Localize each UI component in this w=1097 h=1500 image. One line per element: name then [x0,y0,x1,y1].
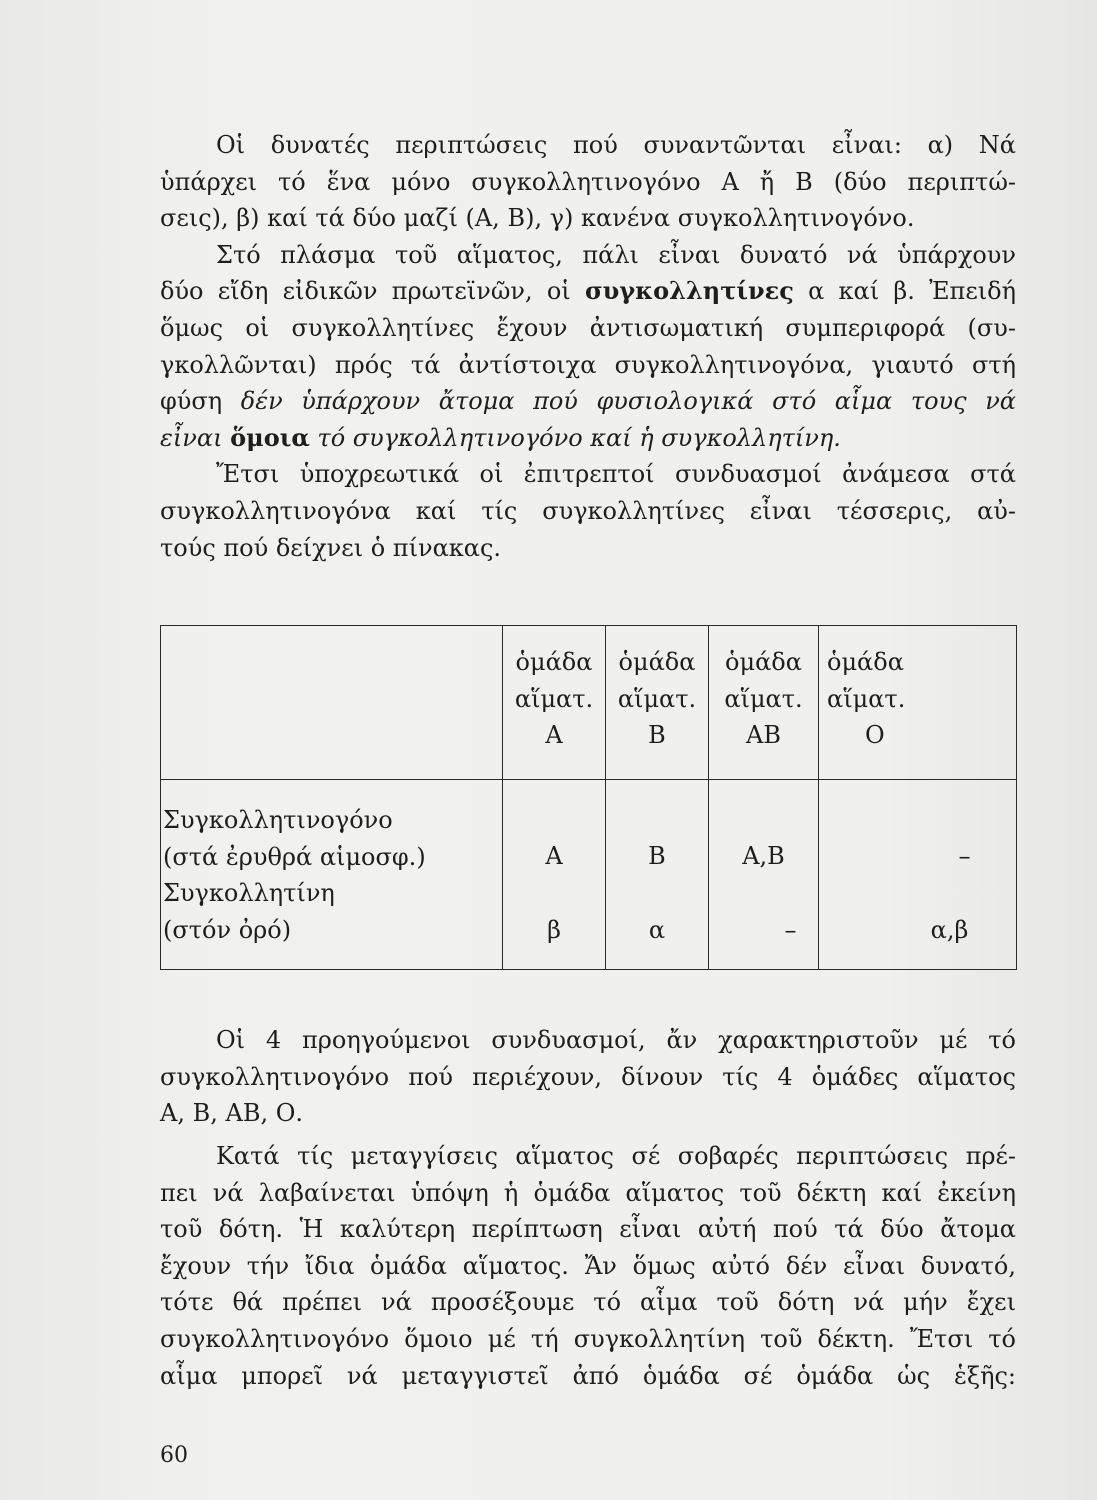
group-label: Β [648,721,666,750]
text-line: Οἱ 4 προηγούμενοι συνδυασμοί, ἄν χαρακτηριστοῦν μέ τό [216,1026,1016,1054]
header-text: αἵματ. [827,684,906,713]
agglutinin-value: – [784,916,797,944]
italic-run: δέν ὑπάρχουν ἄτομα πού φυσιολογικά στό αἷμα τους νά [240,387,1016,416]
text-line: Στό πλάσμα τοῦ αἵματος, πάλι εἶναι δυνατό νά ὑπάρχουν [216,240,1016,269]
text-line: συγκολλητινογόνα καί τίς συγκολλητίνες εἶναι τέσσερις, αὐ- [160,496,1016,525]
text-line: σεις), β) καί τά δύο μαζί (Α, Β), γ) κανένα συγκολλητινογόνο. [160,204,915,233]
header-text: ὁμάδα [515,648,593,676]
page-number: 60 [160,1443,188,1468]
row-label: Συγκολλητίνη [163,879,335,908]
header-text: αἵματ. [514,684,594,713]
group-label: Α [545,721,563,750]
italic-run: τό συγκολλητινογόνο καί ἡ συγκολλητίνη. [309,423,841,452]
text-line: Α, Β, ΑΒ, Ο. [160,1099,304,1128]
agglutinogen-value: Α,Β [742,842,785,870]
value-cell-group-o [819,780,1017,970]
bottom-text-block [160,1022,1016,1132]
text-line: αἷμα μπορεῖ νά μεταγγιστεῖ ἀπό ὁμάδα σέ ὁμάδα ὡς ἑξῆς: [160,1361,1016,1390]
row-label: (στόν ὀρό) [163,915,292,944]
agglutinogen-value: – [958,842,971,870]
table-header-row [161,626,1017,780]
bold-term: συγκολλητίνες [584,276,794,306]
text-line: τοῦ δότη. Ἡ καλύτερη περίπτωση εἶναι αὐτή πού τά δύο ἄτομα [160,1215,1016,1244]
group-label: Ο [865,721,885,750]
text-run: φύση [160,387,241,416]
row-labels-cell [161,780,503,970]
header-text: αἵματ. [724,684,803,713]
header-cell-group-o [819,626,1017,780]
italic-run: εἶναι [160,423,231,452]
value-cell-group-a [503,780,606,970]
header-text: ὁμάδα [725,648,802,676]
text-run: δύο εἴδη εἰδικῶν πρωτεϊνῶν, οἱ [160,277,585,306]
agglutinin-value: α,β [930,916,969,944]
value-cell-group-b [606,780,709,970]
header-cell-group-ab [709,626,819,780]
text-line: ὅμως οἱ συγκολλητίνες ἔχουν ἀντισωματική συμπεριφορά (συ- [160,313,1016,342]
text-line [160,273,1016,310]
bottom-text-block-2 [160,1138,1016,1394]
text-line [160,420,1016,457]
header-cell-group-b [606,626,709,780]
agglutinogen-value: Β [648,842,666,870]
row-label: Συγκολλητινογόνο [163,806,393,834]
blood-group-table [160,625,1017,970]
text-line [160,383,1016,420]
text-line: Οἱ δυνατές περιπτώσεις πού συναντῶνται εἶναι: α) Νά [216,131,1016,159]
text-line: πει νά λαβαίνεται ὑπόψη ἡ ὁμάδα αἵματος τοῦ δέκτη καί ἐκείνη [160,1178,1016,1207]
header-text: ὁμάδα [827,648,904,676]
text-line: τότε θά πρέπει νά προσέξουμε τό αἷμα τοῦ δότη νά μήν ἔχει [160,1288,1016,1317]
row-label: (στά ἐρυθρά αἱμοσφ.) [163,842,426,871]
group-label: ΑΒ [746,721,781,750]
text-line: τούς πού δείχνει ὁ πίνακας. [160,533,502,562]
table-body-row [161,780,1017,970]
agglutinin-value: α [648,916,666,944]
text-line: Ἔτσι ὑποχρεωτικά οἱ ἐπιτρεπτοί συνδυασμοί ἀνάμεσα στά [216,460,1016,489]
top-text-block [160,127,1016,566]
bold-term: ὅμοια [230,422,310,452]
text-line: γκολλῶνται) πρός τά ἀντίστοιχα συγκολλητινογόνα, γιαυτό στή [160,350,1016,379]
header-text: αἵματ. [617,684,697,713]
table-corner-cell [161,626,503,780]
text-line: συγκολλητινογόνο ὅμοιο μέ τή συγκολλητίνη τοῦ δέκτη. Ἔτσι τό [160,1324,1016,1353]
text-line: Κατά τίς μεταγγίσεις αἵματος σέ σοβαρές περιπτώσεις πρέ- [216,1142,1016,1170]
text-line: συγκολλητινογόνο πού περιέχουν, δίνουν τίς 4 ὁμάδες αἵματος [160,1062,1016,1091]
value-cell-group-ab [709,780,819,970]
text-line: ὑπάρχει τό ἕνα μόνο συγκολλητινογόνο Α ἤ Β (δύο περιπτώ- [160,167,1016,196]
agglutinogen-value: Α [545,842,563,870]
text-line: ἔχουν τήν ἴδια ὁμάδα αἵματος. Ἄν ὅμως αὐτό δέν εἶναι δυνατό, [160,1251,1016,1280]
agglutinin-value: β [547,916,561,944]
header-cell-group-a [503,626,606,780]
header-text: ὁμάδα [618,648,696,676]
text-run: α καί β. Ἐπειδή [793,277,1017,306]
